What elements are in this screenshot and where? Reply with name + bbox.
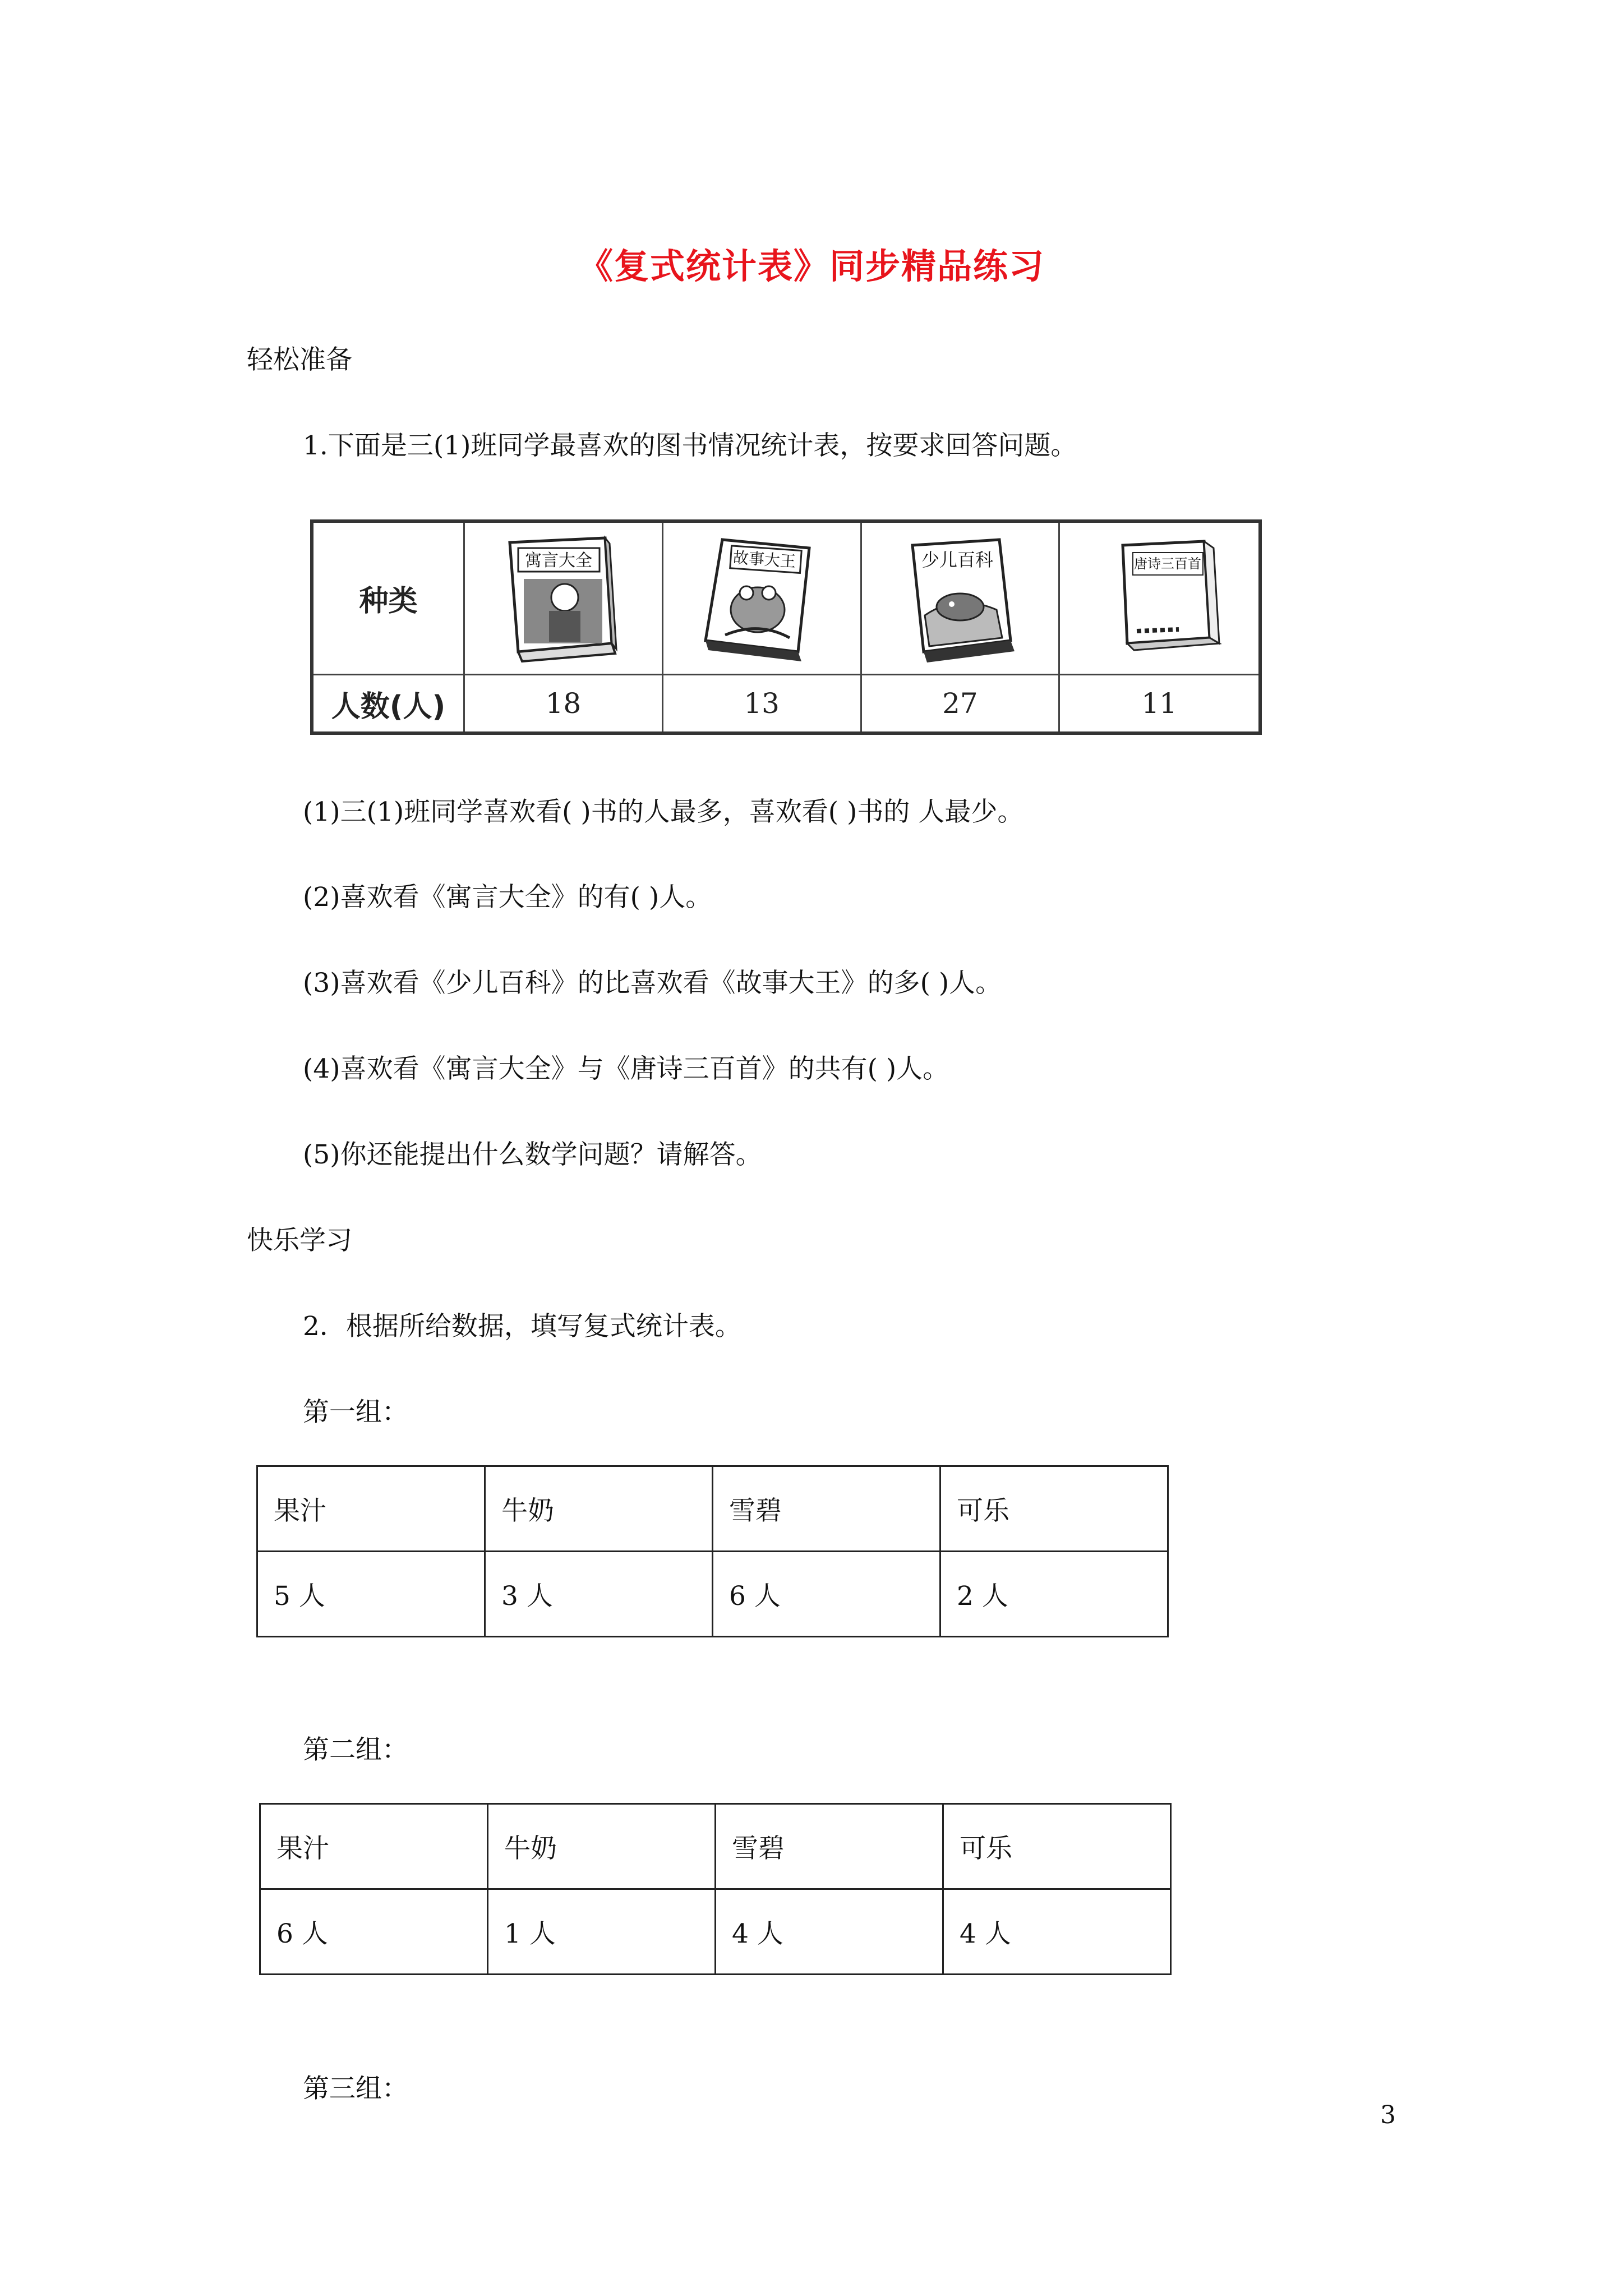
book-title-label: 寓言大全 xyxy=(525,550,593,570)
table-cell: 6 人 xyxy=(260,1889,488,1975)
table-row xyxy=(260,1804,1171,1889)
page-title: 《复式统计表》同步精品练习 xyxy=(578,246,1045,287)
count-story: 13 xyxy=(663,675,862,731)
table-header-cell: 雪碧 xyxy=(713,1466,940,1552)
book-cell-story xyxy=(663,523,862,675)
question-2-prompt: 2．根据所给数据，填写复式统计表。 xyxy=(303,1311,741,1342)
table-cell: 2 人 xyxy=(940,1552,1168,1637)
question-1-prompt: 1.下面是三(1)班同学最喜欢的图书情况统计表，按要求回答问题。 xyxy=(303,430,1077,461)
table-header-cell: 牛奶 xyxy=(488,1804,716,1889)
group-2-label: 第二组： xyxy=(303,1734,408,1765)
question-1-sub-1: (1)三(1)班同学喜欢看( )书的人最多，喜欢看( )书的 人最少。 xyxy=(303,797,1024,827)
table-cell: 6 人 xyxy=(713,1552,940,1637)
table-row xyxy=(257,1466,1168,1552)
group-2-table xyxy=(259,1803,1172,1975)
table-header-cell: 可乐 xyxy=(943,1804,1171,1889)
group-3-label: 第三组： xyxy=(303,2073,408,2104)
row-header-count: 人数(人) xyxy=(313,675,465,731)
table-header-cell: 果汁 xyxy=(260,1804,488,1889)
question-1-sub-2: (2)喜欢看《寓言大全》的有( )人。 xyxy=(303,882,712,913)
section-heading-preparation: 轻松准备 xyxy=(247,344,352,375)
table-header-cell: 可乐 xyxy=(940,1466,1168,1552)
table-header-cell: 牛奶 xyxy=(485,1466,713,1552)
table-row xyxy=(260,1889,1171,1975)
count-fable: 18 xyxy=(465,675,663,731)
page-number: 3 xyxy=(1380,2101,1396,2129)
section-heading-happy-learning: 快乐学习 xyxy=(247,1225,352,1256)
group-1-table xyxy=(256,1465,1169,1637)
book-cell-encyclopedia xyxy=(862,523,1061,675)
question-1-sub-3: (3)喜欢看《少儿百科》的比喜欢看《故事大王》的多( )人。 xyxy=(303,968,1002,999)
table-cell: 4 人 xyxy=(716,1889,943,1975)
question-1-sub-4: (4)喜欢看《寓言大全》与《唐诗三百首》的共有( )人。 xyxy=(303,1053,949,1084)
table-cell: 3 人 xyxy=(485,1552,713,1637)
table-header-cell: 果汁 xyxy=(257,1466,485,1552)
table-cell: 1 人 xyxy=(488,1889,716,1975)
table-row xyxy=(257,1552,1168,1637)
whale-encyclopedia-book-icon xyxy=(890,531,1030,666)
count-encyclopedia: 27 xyxy=(862,675,1061,731)
question-1-sub-5: (5)你还能提出什么数学问题？请解答。 xyxy=(303,1139,762,1170)
table-cell: 4 人 xyxy=(943,1889,1171,1975)
count-poetry: 11 xyxy=(1141,687,1177,720)
book-statistics-table xyxy=(310,519,1262,735)
row-header-category: 种类 xyxy=(313,523,465,675)
book-title-label: 少儿百科 xyxy=(921,549,993,570)
fable-book-icon xyxy=(493,531,633,666)
group-1-label: 第一组： xyxy=(303,1397,408,1428)
table-cell: 5 人 xyxy=(257,1552,485,1637)
book-cell-poetry xyxy=(1060,523,1258,675)
book-cell-fable xyxy=(465,523,663,675)
book-title-label: 故事大王 xyxy=(732,547,797,571)
frog-story-book-icon xyxy=(691,531,832,666)
book-title-label: 唐诗三百首 xyxy=(1134,555,1202,572)
poetry-book-icon xyxy=(1089,531,1229,666)
table-header-cell: 雪碧 xyxy=(716,1804,943,1889)
